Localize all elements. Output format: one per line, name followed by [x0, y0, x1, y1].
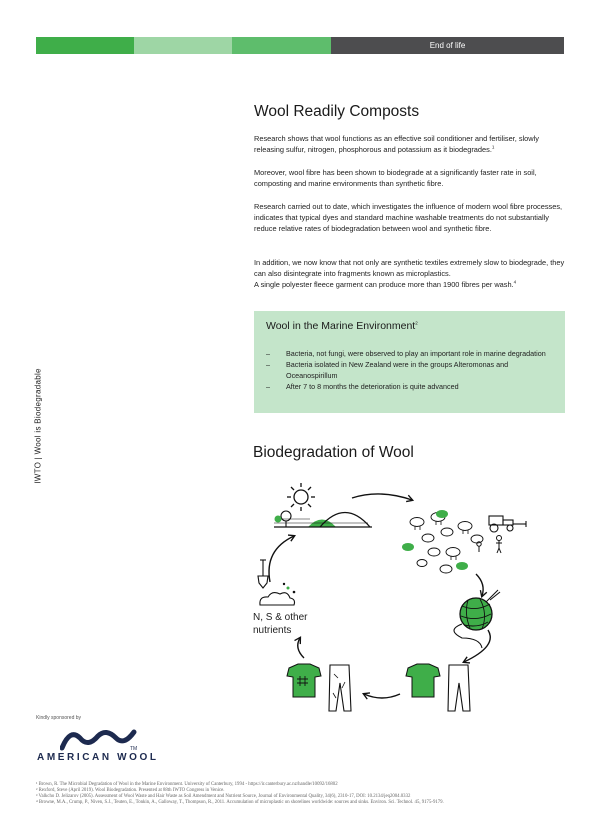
- bullet-dash: –: [266, 382, 270, 391]
- footnote-ref: 4: [513, 279, 517, 285]
- cycle-arrow: [364, 694, 400, 698]
- bullet-dash: –: [266, 360, 270, 369]
- yarn-ball-icon: [454, 590, 500, 648]
- sun-icon: [287, 483, 315, 511]
- svg-text:TM: TM: [130, 746, 138, 752]
- sheep-flock-icon: [402, 510, 483, 573]
- marine-box-title: Wool in the Marine Environment$^2$: [266, 320, 418, 332]
- tractor-icon: [489, 516, 526, 532]
- american-wool-logo: [60, 726, 140, 752]
- biodegradation-cycle-diagram: [250, 478, 550, 716]
- paragraph-1: Research shows that wool functions as an effective soil conditioner and fertiliser, slowly releasing sulfur, nitrogen, phosphorous and potassium as it biodegrades.$^1$: [254, 134, 539, 155]
- paragraph-3: Research carried out to date, which investigates the influence of modern wool fibre processes, indicates that typical dyes and standard machine washable treatments do not substantially reduce relative rates of biodegradation between wool and synthetic fibre.: [254, 202, 563, 234]
- trousers-icon: [448, 665, 470, 711]
- shovel-icon: [258, 560, 268, 588]
- sidebar-label: IWTO | Wool is Biodegradable: [33, 368, 43, 484]
- footnote: ⁴ Browne, M.A., Crump, P., Niven, S.J., Teuten, E., Tonkin, A., Galloway, T., Thompson, R., 2011. Accumulation of microplastic on shorelines worldwide: sources and sinks. Environ. Sci. Technol. 45, 9175-9179.: [36, 800, 444, 805]
- cycle-arrow: [298, 638, 304, 658]
- section-label: End of life: [331, 37, 564, 54]
- tshirt-icon: [406, 664, 440, 697]
- paragraph-4: In addition, we now know that not only are synthetic textiles extremely slow to biodegrade, they can also disintegrate into fragments known as microplastics. A single polyester fleece garment can produce more than 1900 fibres per wash.$^4$: [254, 258, 565, 290]
- progress-segment-3: [232, 37, 331, 54]
- footnote: ¹ Brown, R. The Microbial Degradation of Wool in the Marine Environment. University of Canterbury, 1994 - https://ir.canterbury.ac.nz/handle/10092/16802: [36, 782, 338, 787]
- footnote-ref: 2: [415, 320, 418, 326]
- cycle-arrow: [269, 536, 294, 582]
- page-title: Wool Readily Composts: [254, 103, 420, 120]
- nutrients-label: N, S & other nutrients: [253, 612, 308, 636]
- sponsor-label: Kindly sponsored by: [36, 715, 82, 721]
- progress-segment-1: [36, 37, 134, 54]
- footnotes: [36, 782, 564, 806]
- footnote: ³ Valkcho D. Jelizarov (2005). Assessment of Wool Waste and Hair Waste as Soil Amendment and Nutrient Source, Journal of Environmental Quality, 34(6), 2310-17, DOI: 10.2134/jeq2004.0332: [36, 794, 411, 799]
- sponsor-name: AMERICAN WOOL: [37, 752, 159, 763]
- marine-list: [266, 348, 556, 392]
- progress-segment-2: [134, 37, 232, 54]
- soil-icon: [260, 583, 295, 605]
- list-item: – Bacteria, not fungi, were observed to play an important role in marine degradation: [266, 349, 546, 358]
- cycle-arrow: [476, 574, 483, 596]
- footnote-ref: 1: [491, 144, 495, 150]
- paragraph-2: Moreover, wool fibre has been shown to biodegrade at a significantly faster rate in soil, composting and marine environments than synthetic fibre.: [254, 168, 537, 189]
- list-item: – Bacteria isolated in New Zealand were in the groups Alteromonas and Oceanospirillum: [266, 360, 509, 380]
- bullet-dash: –: [266, 349, 270, 358]
- marine-environment-box: [254, 311, 565, 413]
- tshirt-icon: [287, 664, 321, 697]
- cycle-arrow: [352, 494, 412, 500]
- biodegradation-title: Biodegradation of Wool: [253, 444, 414, 461]
- section-progress-bar: [36, 37, 564, 54]
- hills-icon: [274, 511, 372, 527]
- list-item: – After 7 to 8 months the deterioration is quite advanced: [266, 382, 459, 391]
- cycle-arrow: [464, 630, 490, 662]
- footnote: ² Rexford, Steve (April 2019). Wool Biodegradation. Presented at 88th IWTO Congress in Venice.: [36, 788, 225, 793]
- trousers-icon: [329, 665, 351, 711]
